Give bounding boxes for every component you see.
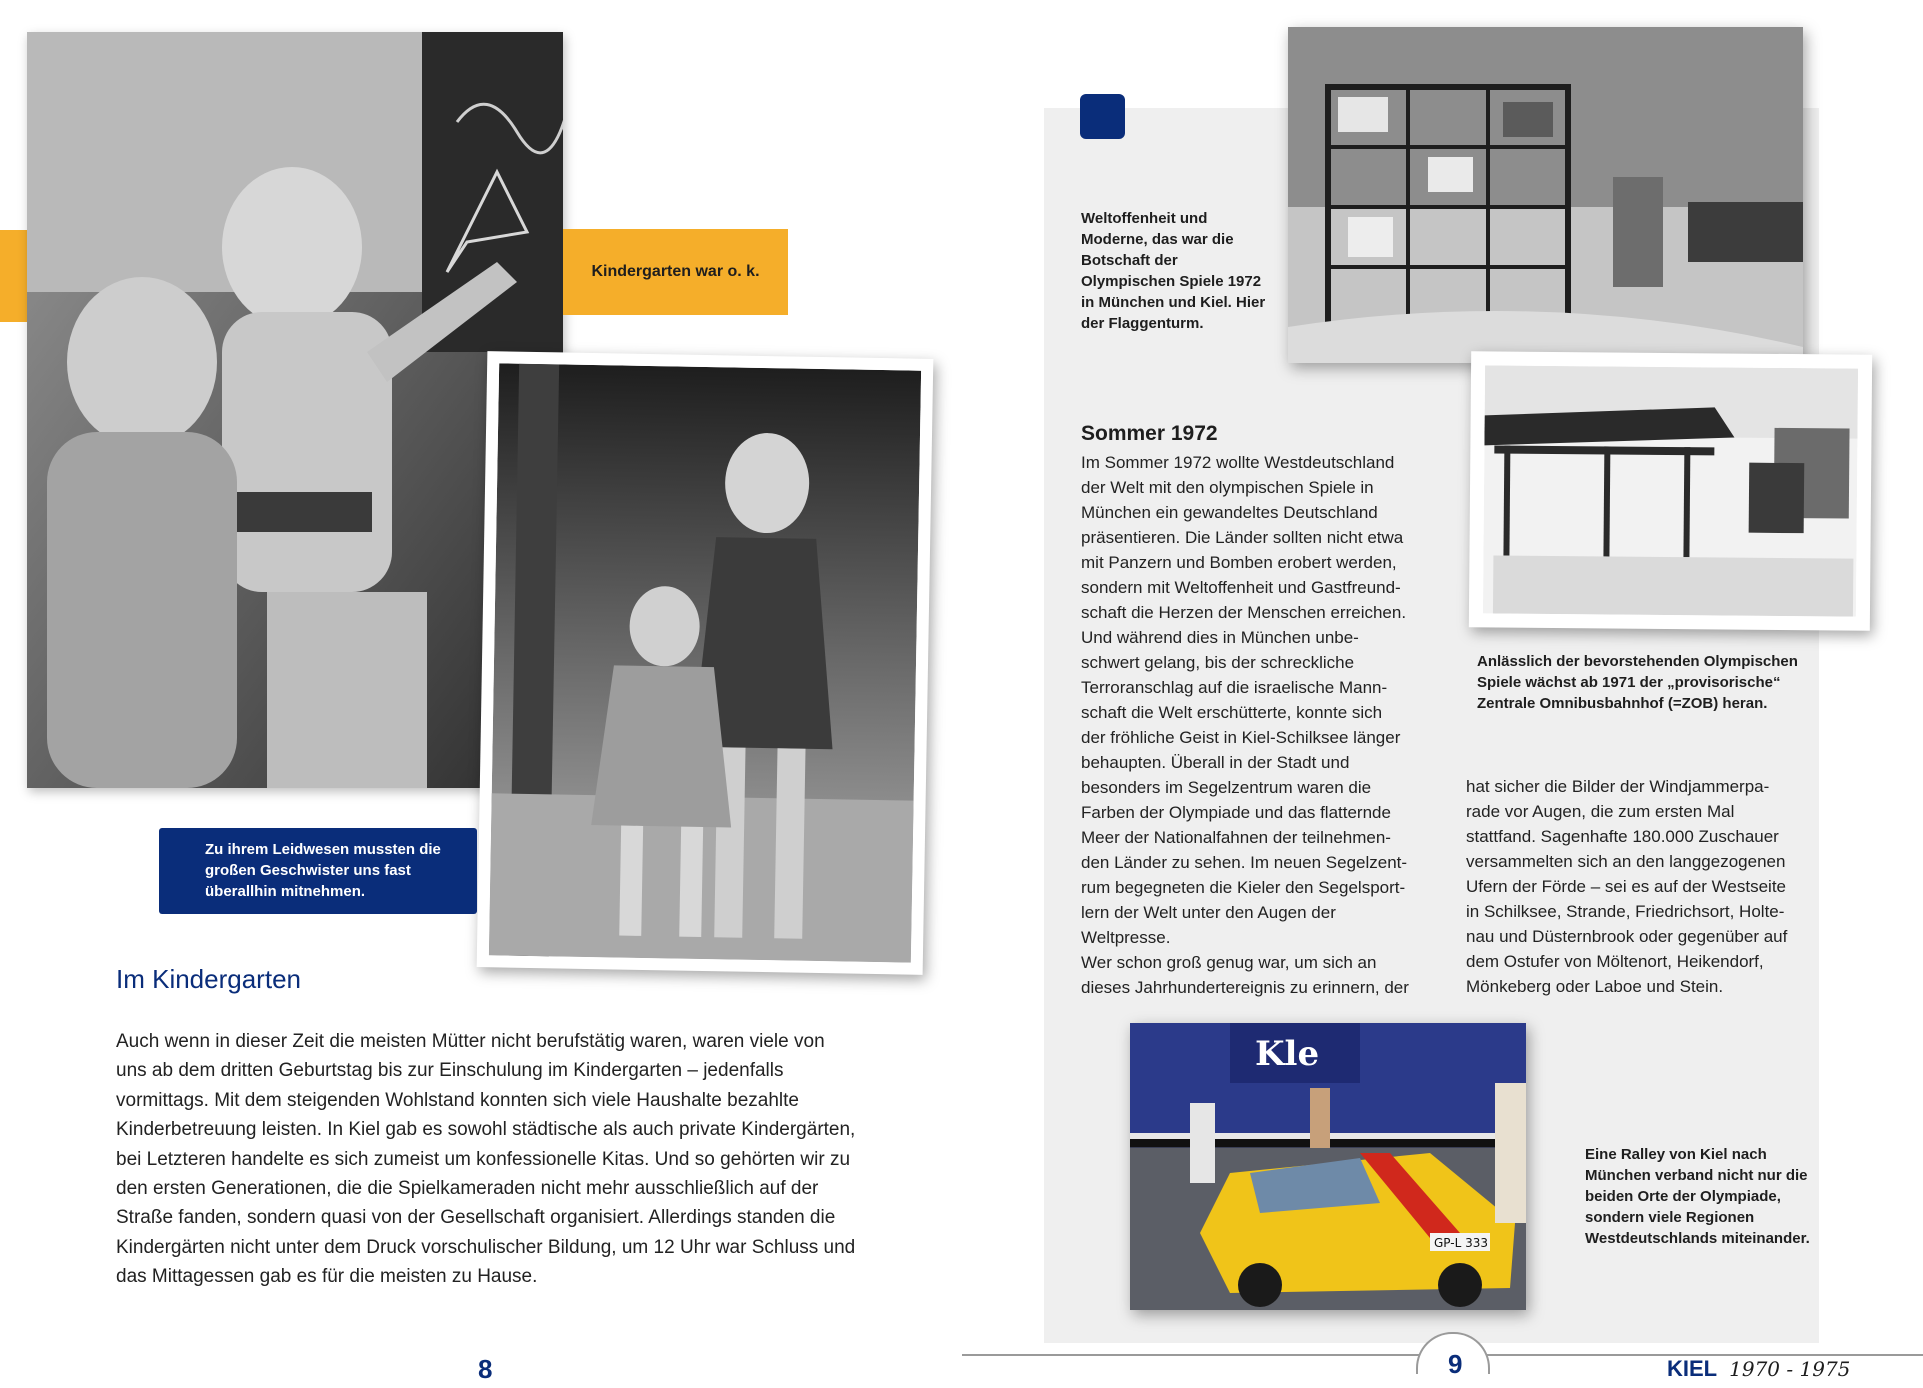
footer-brand-name: KIEL	[1667, 1356, 1718, 1381]
section-heading: Im Kindergarten	[116, 964, 301, 994]
footer-brand	[1667, 1356, 1850, 1382]
caption-zob: Anlässlich der bevorstehenden Olympischen Spiele wächst ab 1971 der „provisorische“ Zentrale Omnibusbahnhof (=ZOB) heran.	[1477, 653, 1798, 712]
body-paragraph: Auch wenn in dieser Zeit die meisten Mütter nicht berufstätig waren, waren viele von uns ab dem dritten Geburtstag bis zur Einschulung im Kindergarten – jedenfalls vormittags. Mit dem steigenden Wohlstand konnten sich viele Haushalte bezahlte Kinderbetreuung leisten. In Kiel gab es sowohl städtische als auch private Kindergärten, bei Letzteren handelte es sich zumeist um konfessionelle Kitas. Und so gehörten wir zu den ersten Generationen, die die Spielkameraden nicht mehr ausschließlich auf der Straße fanden, sondern quasi von der Gesellschaft organisiert. Allerdings standen die Kindergärten nicht unter dem Druck vorschulischer Bildung, um 12 Uhr war Schluss und das Mittagessen gab es für die meisten zu Hause.	[116, 1031, 856, 1288]
rally-plate-text: GP-L 333	[1434, 1236, 1489, 1250]
footer-years: 1970 - 1975	[1729, 1357, 1851, 1381]
photo-zob	[1469, 351, 1872, 630]
article-column-1: Im Sommer 1972 wollte Westdeutschland der Welt mit den olympischen Spiele in München ein gewandeltes Deutschland präsentieren. Die Länder sollten nicht etwa mit Panzern und Bomben erobert werden, sondern mit Weltoffenheit und Gastfreund- schaft die Herzen der Menschen erreichen. Und während dies in München unbe- schwert gelang, bis der schreckliche Terroranschlag auf die israelische Mann- schaft die Welt erschütterte, konnte sich der fröhliche Geist in Kiel-Schilksee länger behaupten. Überall in der Stadt und besonders im Segelzentrum waren die Farben der Olympiade und das flatternde Meer der Nationalfahnen der teilnehmen- den Länder zu sehen. Im neuen Segelzent- rum begegneten die Kieler den Segelsport- lern der Welt unter den Augen der Weltpresse. Wer schon groß genug war, um sich an dieses Jahrhundertereignis zu erinnern, der	[1081, 453, 1409, 997]
caption-rally: Eine Ralley von Kiel nach München verband nicht nur die beiden Orte der Olympiade, sondern viele Regionen Westdeutschlands miteinander.	[1585, 1146, 1810, 1247]
navy-square-marker	[1080, 94, 1125, 139]
rally-sign-text: Kle	[1255, 1034, 1320, 1074]
article-column-2: hat sicher die Bilder der Windjammerpa- rade vor Augen, die zum ersten Mal stattfand. Sagenhafte 180.000 Zuschauer versammelten sich an den langgezogenen Ufern der Förde – sei es auf der Westseite in Schilksee, Strande, Friedrichsort, Holte- nau und Düsternbrook oder gegenüber auf dem Ostufer von Möltenort, Heikendorf, Mönkeberg oder Laboe und Stein.	[1466, 777, 1788, 996]
orange-tag	[563, 229, 788, 315]
photo-caption-text: Zu ihrem Leidwesen mussten die großen Geschwister uns fast überallhin mitnehmen.	[205, 841, 441, 900]
page-number-left: 8	[478, 1354, 493, 1384]
photo-flag-tower	[1288, 27, 1803, 363]
orange-tag-label: Kindergarten war o. k.	[591, 263, 760, 280]
caption-flagtower: Weltoffenheit und Moderne, das war die Botschaft der Olympischen Spiele 1972 in München und Kiel. Hier der Flaggenturm.	[1081, 210, 1266, 332]
right-page	[962, 0, 1923, 1388]
photo-rally-car	[1130, 1023, 1526, 1310]
article-title: Sommer 1972	[1081, 422, 1218, 445]
page-number-right: 9	[1448, 1349, 1463, 1379]
photo-two-girls	[477, 351, 934, 975]
photo-caption-box	[159, 828, 477, 914]
